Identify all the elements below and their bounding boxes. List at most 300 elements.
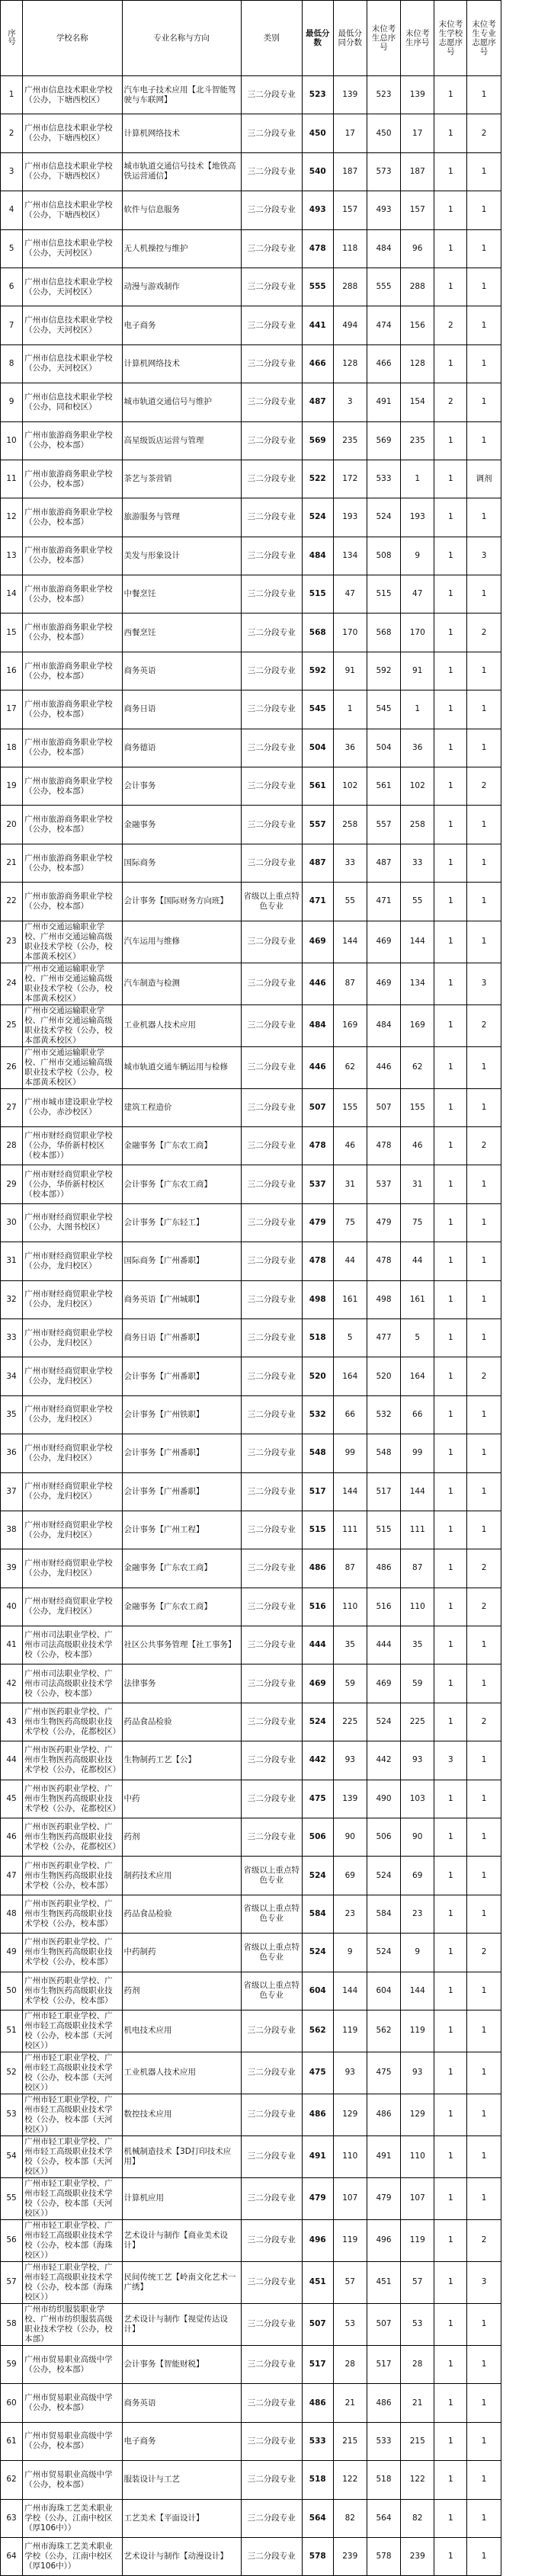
cell-min-score: 466 <box>302 344 333 383</box>
cell-last-total-rank: 484 <box>367 229 400 268</box>
cell-school: 广州市信息技术职业学校（公办，下塘西校区） <box>23 191 122 229</box>
cell-school: 广州市纺织服装职业学校、广州市纺织服装高级职业技术学校（公办，校本部） <box>23 2303 122 2345</box>
cell-min-score: 515 <box>302 575 333 614</box>
cell-school-pref: 1 <box>434 806 467 844</box>
header-category: 类别 <box>241 1 302 76</box>
cell-major: 中药制药 <box>122 1934 241 1972</box>
cell-last-rank: 28 <box>401 2345 434 2383</box>
cell-last-rank: 82 <box>401 2499 434 2537</box>
cell-school: 广州市医药职业学校、广州市生物医药高级职业技术学校（公办，校本部） <box>23 1934 122 1972</box>
cell-major-pref: 2 <box>467 767 501 806</box>
cell-major-pref: 1 <box>467 1972 501 2010</box>
cell-last-rank: 93 <box>401 1741 434 1780</box>
table-row <box>1 2537 535 2575</box>
cell-school: 广州市旅游商务职业学校（公办，校本部） <box>23 729 122 767</box>
cell-min-same-count: 172 <box>333 460 367 498</box>
cell-min-score: 442 <box>302 1741 333 1780</box>
cell-school-pref: 1 <box>434 2537 467 2575</box>
cell-min-score: 486 <box>302 2384 333 2422</box>
cell-last-total-rank: 490 <box>367 1780 400 1818</box>
cell-last-total-rank: 491 <box>367 383 400 421</box>
cell-seq: 58 <box>1 2303 23 2345</box>
cell-major: 动漫与游戏制作 <box>122 268 241 306</box>
cell-major: 美发与形象设计 <box>122 537 241 575</box>
cell-school: 广州市旅游商务职业学校（公办，校本部） <box>23 537 122 575</box>
cell-major: 数控技术应用 <box>122 2094 241 2135</box>
cell-seq: 6 <box>1 268 23 306</box>
cell-last-rank: 93 <box>401 2052 434 2094</box>
cell-category: 三二分段专业 <box>241 844 302 882</box>
cell-category: 三二分段专业 <box>241 1472 302 1511</box>
cell-major-pref: 1 <box>467 921 501 963</box>
cell-school: 广州市海珠工艺美术职业学校（公办，江南中校区（厚106中）） <box>23 2537 122 2575</box>
cell-category: 三二分段专业 <box>241 1280 302 1318</box>
cell-min-score: 507 <box>302 1088 333 1126</box>
cell-last-rank: 17 <box>401 114 434 152</box>
cell-major: 会计事务【广州番职】 <box>122 1472 241 1511</box>
table-row <box>1 191 535 229</box>
cell-min-same-count: 23 <box>333 1895 367 1933</box>
cell-min-same-count: 129 <box>333 2094 367 2135</box>
cell-last-total-rank: 548 <box>367 1434 400 1472</box>
cell-school: 广州市轻工职业学校、广州市轻工高级职业技术学校（公办，校本部（天河校区）） <box>23 2010 122 2052</box>
cell-min-score: 537 <box>302 1165 333 1203</box>
cell-school-pref: 1 <box>434 1511 467 1549</box>
cell-category: 三二分段专业 <box>241 2461 302 2499</box>
cell-major-pref: 1 <box>467 883 501 921</box>
cell-school-pref: 1 <box>434 1395 467 1434</box>
cell-school: 广州市轻工职业学校、广州市轻工高级职业技术学校（公办，校本部（天河校区）） <box>23 2135 122 2177</box>
cell-seq: 40 <box>1 1588 23 1626</box>
cell-major: 电子商务 <box>122 306 241 344</box>
header-min-score: 最低分数 <box>302 1 333 76</box>
cell-major: 计算机应用 <box>122 2177 241 2219</box>
cell-school: 广州市信息技术职业学校（公办，下塘西校区） <box>23 152 122 191</box>
cell-school: 广州市旅游商务职业学校（公办，校本部） <box>23 883 122 921</box>
cell-major-pref: 1 <box>467 1165 501 1203</box>
cell-school: 广州市交通运输职业学校、广州市交通运输高级职业技术学校（公办，校本部黄禾校区） <box>23 963 122 1004</box>
cell-major: 工业机器人技术应用 <box>122 2052 241 2094</box>
table-row <box>1 229 535 268</box>
cell-school-pref: 2 <box>434 306 467 344</box>
cell-seq: 45 <box>1 1780 23 1818</box>
cell-major: 艺术设计与制作【动漫设计】 <box>122 2537 241 2575</box>
cell-last-total-rank: 518 <box>367 2461 400 2499</box>
table-row <box>1 1395 535 1434</box>
cell-min-same-count: 87 <box>333 963 367 1004</box>
table-row <box>1 1357 535 1395</box>
cell-major-pref: 1 <box>467 2303 501 2345</box>
cell-last-rank: 99 <box>401 1434 434 1472</box>
cell-school: 广州市信息技术职业学校（公办，天河校区） <box>23 306 122 344</box>
table-row <box>1 806 535 844</box>
cell-last-total-rank: 479 <box>367 1203 400 1242</box>
cell-major: 商务英语【广州城职】 <box>122 1280 241 1318</box>
cell-last-rank: 154 <box>401 383 434 421</box>
cell-last-total-rank: 555 <box>367 268 400 306</box>
cell-min-score: 578 <box>302 2537 333 2575</box>
cell-min-same-count: 128 <box>333 344 367 383</box>
cell-last-total-rank: 564 <box>367 2499 400 2537</box>
cell-min-same-count: 118 <box>333 229 367 268</box>
cell-last-total-rank: 568 <box>367 614 400 652</box>
cell-min-score: 479 <box>302 1203 333 1242</box>
cell-min-score: 568 <box>302 614 333 652</box>
cell-school-pref: 1 <box>434 2499 467 2537</box>
cell-last-total-rank: 450 <box>367 114 400 152</box>
cell-category: 三二分段专业 <box>241 1741 302 1780</box>
cell-category: 三二分段专业 <box>241 729 302 767</box>
table-row <box>1 2010 535 2052</box>
cell-major-pref: 2 <box>467 1004 501 1046</box>
cell-major: 金融事务 <box>122 806 241 844</box>
cell-school: 广州市贸易职业高级中学（公办，校本部） <box>23 2384 122 2422</box>
table-row <box>1 844 535 882</box>
cell-last-rank: 225 <box>401 1703 434 1741</box>
cell-last-total-rank: 524 <box>367 1934 400 1972</box>
table-row <box>1 2219 535 2261</box>
table-row <box>1 921 535 963</box>
cell-major: 软件与信息服务 <box>122 191 241 229</box>
cell-category: 三二分段专业 <box>241 1434 302 1472</box>
cell-min-same-count: 144 <box>333 1972 367 2010</box>
cell-category: 三二分段专业 <box>241 421 302 460</box>
cell-seq: 64 <box>1 2537 23 2575</box>
cell-major-pref: 2 <box>467 1934 501 1972</box>
cell-school-pref: 1 <box>434 2345 467 2383</box>
cell-major: 城市轨道交通车辆运用与检修 <box>122 1046 241 1088</box>
cell-major: 艺术设计与制作【商业美术设计】 <box>122 2219 241 2261</box>
cell-category: 三二分段专业 <box>241 76 302 114</box>
table-row <box>1 729 535 767</box>
cell-seq: 37 <box>1 1472 23 1511</box>
cell-last-total-rank: 604 <box>367 1972 400 2010</box>
table-row <box>1 76 535 114</box>
cell-major: 计算机网络技术 <box>122 344 241 383</box>
cell-school: 广州市信息技术职业学校（公办，天河校区） <box>23 268 122 306</box>
cell-category: 三二分段专业 <box>241 963 302 1004</box>
cell-major-pref: 1 <box>467 652 501 690</box>
cell-min-same-count: 35 <box>333 1626 367 1664</box>
cell-seq: 54 <box>1 2135 23 2177</box>
cell-major-pref: 1 <box>467 1895 501 1933</box>
cell-min-same-count: 107 <box>333 2177 367 2219</box>
cell-major: 城市轨道交通信号与维护 <box>122 383 241 421</box>
cell-last-rank: 144 <box>401 921 434 963</box>
cell-school-pref: 1 <box>434 963 467 1004</box>
cell-major-pref: 1 <box>467 1780 501 1818</box>
table-row <box>1 614 535 652</box>
cell-last-total-rank: 486 <box>367 2094 400 2135</box>
cell-seq: 3 <box>1 152 23 191</box>
cell-school-pref: 1 <box>434 191 467 229</box>
cell-school-pref: 1 <box>434 1780 467 1818</box>
cell-last-rank: 122 <box>401 2461 434 2499</box>
cell-major-pref: 1 <box>467 1434 501 1472</box>
cell-major: 会计事务【广州番职】 <box>122 1357 241 1395</box>
cell-school: 广州市财经商贸职业学校（公办，龙归校区） <box>23 1434 122 1472</box>
cell-last-total-rank: 444 <box>367 1626 400 1664</box>
cell-school-pref: 1 <box>434 1549 467 1588</box>
cell-last-rank: 128 <box>401 344 434 383</box>
cell-major: 药剂 <box>122 1818 241 1857</box>
cell-last-total-rank: 491 <box>367 2135 400 2177</box>
cell-major: 会计事务【广东轻工】 <box>122 1203 241 1242</box>
cell-category: 三二分段专业 <box>241 1626 302 1664</box>
cell-last-rank: 110 <box>401 2135 434 2177</box>
cell-min-same-count: 66 <box>333 1395 367 1434</box>
cell-min-same-count: 144 <box>333 1472 367 1511</box>
cell-major-pref: 1 <box>467 2499 501 2537</box>
cell-seq: 44 <box>1 1741 23 1780</box>
cell-min-same-count: 5 <box>333 1318 367 1357</box>
cell-category: 三二分段专业 <box>241 1203 302 1242</box>
cell-seq: 15 <box>1 614 23 652</box>
cell-school: 广州市轻工职业学校、广州市轻工高级职业技术学校（公办，校本部（天河校区）） <box>23 2052 122 2094</box>
cell-school-pref: 1 <box>434 921 467 963</box>
table-row <box>1 963 535 1004</box>
cell-major-pref: 1 <box>467 1280 501 1318</box>
cell-category: 省级以上重点特色专业 <box>241 1972 302 2010</box>
cell-min-same-count: 3 <box>333 383 367 421</box>
cell-school: 广州市信息技术职业学校（公办，下塘西校区） <box>23 76 122 114</box>
table-row <box>1 2261 535 2303</box>
cell-school: 广州市信息技术职业学校（公办，天河校区） <box>23 344 122 383</box>
cell-major-pref: 1 <box>467 729 501 767</box>
cell-last-rank: 31 <box>401 1165 434 1203</box>
cell-major-pref: 1 <box>467 268 501 306</box>
cell-category: 三二分段专业 <box>241 229 302 268</box>
cell-last-rank: 161 <box>401 1280 434 1318</box>
cell-min-score: 592 <box>302 652 333 690</box>
cell-major: 会计事务【国际财务方向班】 <box>122 883 241 921</box>
cell-major-pref: 1 <box>467 1318 501 1357</box>
cell-school: 广州市财经商贸职业学校（公办，龙归校区） <box>23 1588 122 1626</box>
cell-min-score: 533 <box>302 2422 333 2460</box>
cell-school-pref: 1 <box>434 2094 467 2135</box>
cell-last-rank: 103 <box>401 1780 434 1818</box>
cell-category: 三二分段专业 <box>241 2177 302 2219</box>
cell-major-pref: 2 <box>467 1357 501 1395</box>
table-row <box>1 1434 535 1472</box>
cell-school: 广州市医药职业学校、广州市生物医药高级职业技术学校（公办，校本部） <box>23 1972 122 2010</box>
cell-min-score: 517 <box>302 2345 333 2383</box>
cell-school-pref: 1 <box>434 1626 467 1664</box>
cell-min-same-count: 164 <box>333 1357 367 1395</box>
cell-school-pref: 1 <box>434 2422 467 2460</box>
table-row <box>1 1703 535 1741</box>
cell-major: 艺术设计与制作【视觉传达设计】 <box>122 2303 241 2345</box>
cell-category: 三二分段专业 <box>241 1588 302 1626</box>
cell-school: 广州市旅游商务职业学校（公办，校本部） <box>23 614 122 652</box>
table-row <box>1 690 535 729</box>
table-row <box>1 767 535 806</box>
cell-last-total-rank: 486 <box>367 1549 400 1588</box>
cell-seq: 22 <box>1 883 23 921</box>
cell-min-same-count: 119 <box>333 2010 367 2052</box>
cell-school: 广州市财经商贸职业学校（公办，华侨新村校区（校本部）） <box>23 1165 122 1203</box>
cell-seq: 59 <box>1 2345 23 2383</box>
cell-category: 三二分段专业 <box>241 2537 302 2575</box>
cell-last-total-rank: 484 <box>367 1004 400 1046</box>
cell-last-rank: 169 <box>401 1004 434 1046</box>
header-major-pref: 末位考生专业志愿序号 <box>467 1 501 76</box>
cell-major-pref: 1 <box>467 2094 501 2135</box>
cell-last-rank: 21 <box>401 2384 434 2422</box>
cell-last-rank: 102 <box>401 767 434 806</box>
cell-seq: 10 <box>1 421 23 460</box>
cell-major: 商务日语 <box>122 690 241 729</box>
cell-school-pref: 1 <box>434 2303 467 2345</box>
cell-last-rank: 156 <box>401 306 434 344</box>
cell-seq: 62 <box>1 2461 23 2499</box>
cell-major: 商务日语【广州番职】 <box>122 1318 241 1357</box>
cell-min-score: 444 <box>302 1626 333 1664</box>
cell-school-pref: 1 <box>434 1664 467 1703</box>
cell-last-total-rank: 451 <box>367 2261 400 2303</box>
table-row <box>1 1780 535 1818</box>
cell-last-total-rank: 474 <box>367 306 400 344</box>
cell-seq: 16 <box>1 652 23 690</box>
cell-school: 广州市轻工职业学校、广州市轻工高级职业技术学校（公办，校本部（天河校区）） <box>23 2177 122 2219</box>
cell-seq: 33 <box>1 1318 23 1357</box>
cell-min-score: 451 <box>302 2261 333 2303</box>
cell-category: 三二分段专业 <box>241 2135 302 2177</box>
cell-major: 中药 <box>122 1780 241 1818</box>
cell-major-pref: 调剂 <box>467 460 501 498</box>
cell-category: 三二分段专业 <box>241 1357 302 1395</box>
cell-school-pref: 1 <box>434 767 467 806</box>
cell-major: 汽车制造与检测 <box>122 963 241 1004</box>
cell-major: 药品食品检验 <box>122 1703 241 1741</box>
cell-seq: 29 <box>1 1165 23 1203</box>
cell-seq: 56 <box>1 2219 23 2261</box>
cell-major-pref: 1 <box>467 806 501 844</box>
cell-seq: 17 <box>1 690 23 729</box>
cell-major: 服装设计与工艺 <box>122 2461 241 2499</box>
cell-last-total-rank: 557 <box>367 806 400 844</box>
cell-min-same-count: 99 <box>333 1434 367 1472</box>
cell-last-total-rank: 569 <box>367 421 400 460</box>
cell-last-rank: 1 <box>401 460 434 498</box>
cell-min-same-count: 75 <box>333 1203 367 1242</box>
cell-major-pref: 1 <box>467 191 501 229</box>
cell-school-pref: 1 <box>434 883 467 921</box>
cell-last-rank: 144 <box>401 1472 434 1511</box>
cell-min-same-count: 93 <box>333 1741 367 1780</box>
cell-school-pref: 1 <box>434 268 467 306</box>
table-row <box>1 344 535 383</box>
cell-category: 三二分段专业 <box>241 690 302 729</box>
table-row <box>1 1126 535 1165</box>
table-row <box>1 2384 535 2422</box>
cell-last-rank: 119 <box>401 2219 434 2261</box>
cell-min-same-count: 87 <box>333 1549 367 1588</box>
cell-min-score: 441 <box>302 306 333 344</box>
cell-min-same-count: 134 <box>333 537 367 575</box>
table-row <box>1 306 535 344</box>
table-row <box>1 1165 535 1203</box>
cell-last-rank: 91 <box>401 652 434 690</box>
cell-school: 广州市旅游商务职业学校（公办，校本部） <box>23 806 122 844</box>
cell-school-pref: 1 <box>434 2384 467 2422</box>
header-seq: 序号 <box>1 1 23 76</box>
cell-category: 三二分段专业 <box>241 114 302 152</box>
cell-min-same-count: 110 <box>333 1588 367 1626</box>
cell-last-total-rank: 578 <box>367 2537 400 2575</box>
cell-last-rank: 55 <box>401 883 434 921</box>
cell-school-pref: 1 <box>434 1895 467 1933</box>
cell-seq: 60 <box>1 2384 23 2422</box>
cell-major: 民间传统工艺【岭南文化艺术一广绣】 <box>122 2261 241 2303</box>
cell-min-score: 486 <box>302 1549 333 1588</box>
table-row <box>1 1046 535 1088</box>
cell-school: 广州市轻工职业学校、广州市轻工高级职业技术学校（公办，校本部（海珠校区）） <box>23 2261 122 2303</box>
cell-last-total-rank: 477 <box>367 1318 400 1357</box>
cell-min-score: 446 <box>302 963 333 1004</box>
cell-category: 三二分段专业 <box>241 344 302 383</box>
cell-school-pref: 1 <box>434 76 467 114</box>
cell-last-total-rank: 504 <box>367 729 400 767</box>
cell-school-pref: 1 <box>434 152 467 191</box>
cell-min-same-count: 225 <box>333 1703 367 1741</box>
cell-last-total-rank: 537 <box>367 1165 400 1203</box>
cell-last-total-rank: 506 <box>367 1818 400 1857</box>
cell-min-same-count: 110 <box>333 2135 367 2177</box>
cell-seq: 28 <box>1 1126 23 1165</box>
cell-min-score: 520 <box>302 1357 333 1395</box>
cell-school: 广州市医药职业学校、广州市生物医药高级职业技术学校（公办，花都校区） <box>23 1741 122 1780</box>
cell-seq: 2 <box>1 114 23 152</box>
cell-major-pref: 1 <box>467 2010 501 2052</box>
cell-min-same-count: 111 <box>333 1511 367 1549</box>
cell-min-score: 564 <box>302 2499 333 2537</box>
cell-school: 广州市旅游商务职业学校（公办，校本部） <box>23 690 122 729</box>
cell-min-score: 484 <box>302 537 333 575</box>
cell-school: 广州市交通运输职业学校、广州市交通运输高级职业技术学校（公办，校本部黄禾校区） <box>23 1004 122 1046</box>
cell-major: 商务英语 <box>122 2384 241 2422</box>
cell-min-score: 584 <box>302 1895 333 1933</box>
cell-last-rank: 5 <box>401 1318 434 1357</box>
cell-major: 国际商务 <box>122 844 241 882</box>
cell-category: 三二分段专业 <box>241 306 302 344</box>
cell-major: 会计事务【智能财税】 <box>122 2345 241 2383</box>
cell-major: 药品食品检验 <box>122 1895 241 1933</box>
cell-last-rank: 235 <box>401 421 434 460</box>
cell-min-same-count: 139 <box>333 76 367 114</box>
cell-seq: 11 <box>1 460 23 498</box>
cell-min-score: 548 <box>302 1434 333 1472</box>
cell-major-pref: 1 <box>467 2052 501 2094</box>
table-row <box>1 1318 535 1357</box>
cell-major-pref: 1 <box>467 1857 501 1895</box>
cell-min-same-count: 169 <box>333 1004 367 1046</box>
cell-last-total-rank: 515 <box>367 1511 400 1549</box>
cell-last-rank: 288 <box>401 268 434 306</box>
cell-school: 广州市交通运输职业学校、广州市交通运输高级职业技术学校（公办，校本部黄禾校区） <box>23 1046 122 1088</box>
cell-major: 生物制药工艺【公】 <box>122 1741 241 1780</box>
table-row <box>1 1895 535 1933</box>
cell-min-score: 569 <box>302 421 333 460</box>
cell-major-pref: 1 <box>467 2537 501 2575</box>
cell-seq: 48 <box>1 1895 23 1933</box>
cell-school: 广州市贸易职业高级中学（公办，校本部） <box>23 2461 122 2499</box>
cell-seq: 1 <box>1 76 23 114</box>
table-row <box>1 1549 535 1588</box>
cell-min-score: 557 <box>302 806 333 844</box>
cell-last-total-rank: 573 <box>367 152 400 191</box>
cell-last-total-rank: 507 <box>367 1088 400 1126</box>
